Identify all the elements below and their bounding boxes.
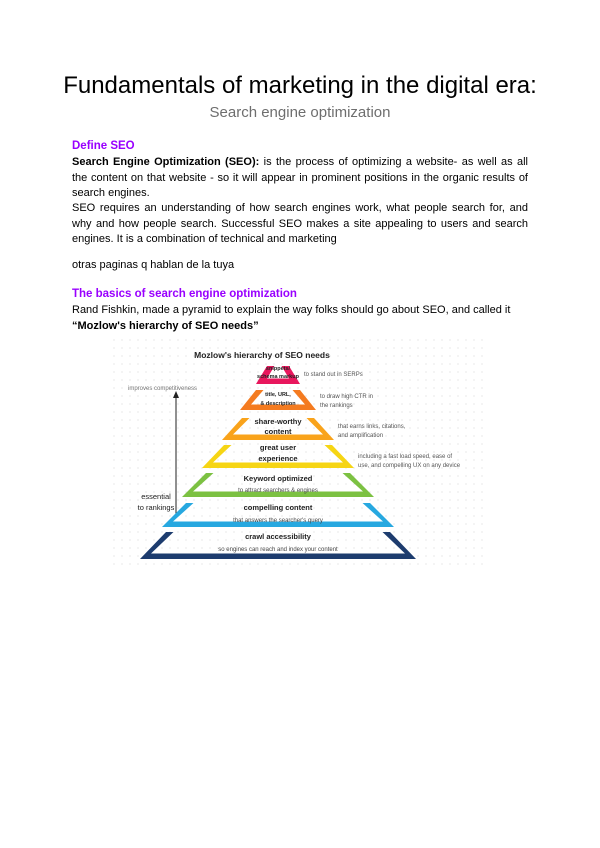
seo-requirements-paragraph: SEO requires an understanding of how search engines work, what people search for, and why and how people search. Successful SEO makes a site appealing to users and search engines. It is a combination of technical and marketing — [72, 202, 528, 245]
mozlow-quote: “Mozlow's hierarchy of SEO needs” — [72, 319, 259, 332]
left-bottom-label-2: to rankings — [137, 503, 175, 512]
pyramid-level-2-label-1: title, URL, — [265, 392, 291, 398]
fishkin-text: Rand Fishkin, made a pyramid to explain the way folks should go about SEO, and called it — [72, 304, 511, 316]
seo-definition-text: is the process of optimizing a website- as well as all the content on that website - so it will appear in prominent positions in the organic results of search engines. — [72, 156, 528, 199]
section-heading-define-seo: Define SEO — [72, 140, 135, 152]
pyramid-level-4-label-2: experience — [258, 454, 298, 463]
left-top-label: improves competitiveness — [128, 386, 198, 392]
pyramid-level-6-note-1: that answers the searcher's query — [233, 518, 323, 524]
seo-term: Search Engine Optimization (SEO): — [72, 156, 260, 168]
pyramid-level-3-note-1: that earns links, citations, — [338, 424, 406, 430]
pyramid-level-3-note-2: and amplification — [338, 433, 384, 439]
pyramid-level-1-label-2: schema markup — [257, 374, 299, 380]
fishkin-paragraph — [72, 303, 528, 334]
pyramid-level-5-note-1: to attract searchers & engines — [238, 488, 318, 494]
pyramid-level-2-note-1: to draw high CTR in — [320, 394, 374, 400]
pyramid-level-3-label-1: share-worthy — [254, 417, 302, 426]
pyramid-level-7-note-1: so engines can reach and index your content — [218, 547, 338, 553]
pyramid-level-5-label-1: Keyword optimized — [243, 474, 313, 483]
seo-pyramid-figure — [112, 338, 486, 570]
document-title: Fundamentals of marketing in the digital era: — [63, 72, 537, 99]
pyramid-level-2-note-2: the rankings — [320, 403, 353, 409]
pyramid-level-4-label-1: great user — [259, 443, 297, 452]
pyramid-level-1-label-1: snippets/ — [265, 366, 291, 372]
seo-definition-paragraph — [72, 155, 528, 202]
pyramid-level-4-note-2: use, and compelling UX on any device — [358, 463, 461, 469]
pyramid-level-3-label-2: content — [264, 427, 292, 436]
pyramid-level-4-note-1: including a fast load speed, ease of — [358, 454, 453, 460]
pyramid-level-1-note-1: to stand out in SERPs — [304, 372, 363, 378]
pyramid-level-2-label-2: & description — [260, 401, 296, 407]
pyramid-level-6-label-1: compelling content — [243, 503, 313, 512]
document-subtitle: Search engine optimization — [209, 104, 391, 121]
left-bottom-label-1: essential — [141, 492, 171, 501]
pyramid-level-7-label-1: crawl accessibility — [245, 532, 311, 541]
pyramid-title: Mozlow's hierarchy of SEO needs — [194, 350, 330, 360]
note-line: otras paginas q hablan de la tuya — [72, 259, 235, 271]
pyramid-svg — [112, 338, 486, 570]
section-heading-basics: The basics of search engine optimization — [72, 288, 297, 300]
